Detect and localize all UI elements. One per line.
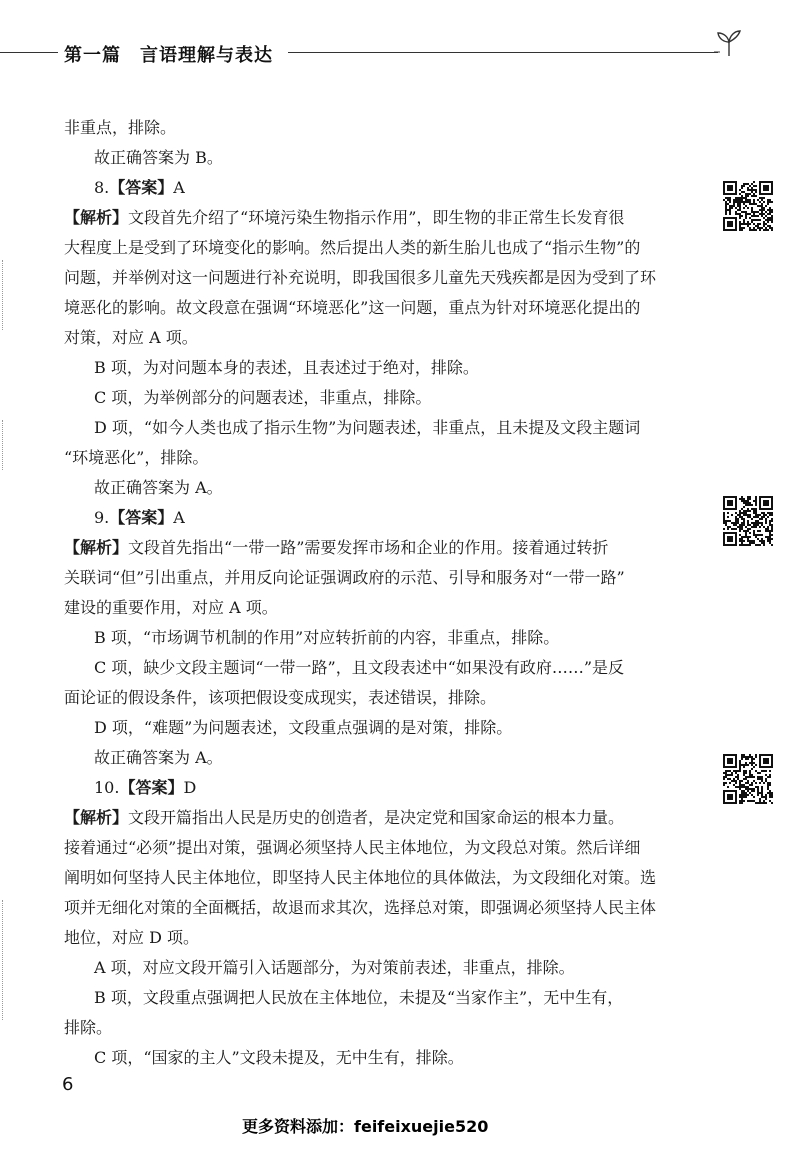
running-header [0, 0, 800, 70]
text-line: 故正确答案为 B。 [94, 148, 223, 167]
text-line: 地位，对应 D 项。 [64, 928, 200, 947]
option-line: C 项，“国家的主人”文段未提及，无中生有，排除。 [94, 1048, 464, 1067]
option-line: C 项，缺少文段主题词“一带一路”，且文段表述中“如果没有政府……”是反 [94, 658, 625, 677]
option-line: B 项，“市场调节机制的作用”对应转折前的内容，非重点，排除。 [94, 628, 560, 647]
sprout-icon [712, 28, 746, 58]
conclusion-line: 故正确答案为 A。 [94, 478, 223, 497]
option-line: B 项，文段重点强调把人民放在主体地位，未提及“当家作主”，无中生有， [94, 988, 624, 1007]
answer-heading: 9.【答案】A [94, 508, 185, 527]
text-line: 大程度上是受到了环境变化的影响。然后提出人类的新生胎儿也成了“指示生物”的 [64, 238, 641, 257]
text-line: 排除。 [64, 1018, 113, 1037]
option-line: C 项，为举例部分的问题表述，非重点，排除。 [94, 388, 432, 407]
text-line: 阐明如何坚持人民主体地位，即坚持人民主体地位的具体做法，为文段细化对策。选 [64, 868, 657, 887]
page-number: 6 [62, 1074, 74, 1095]
qr-code-icon[interactable] [723, 754, 773, 804]
qr-code-icon[interactable] [723, 496, 773, 546]
answer-heading: 10.【答案】D [94, 778, 197, 797]
text-line: 非重点，排除。 [64, 118, 177, 137]
scan-edge-marks [2, 420, 5, 470]
text-line: “环境恶化”，排除。 [64, 448, 209, 467]
scan-edge-marks [2, 900, 5, 1020]
text-line: 关联词“但”引出重点，并用反向论证强调政府的示范、引导和服务对“一带一路” [64, 568, 625, 587]
text-line: 问题，并举例对这一问题进行补充说明，即我国很多儿童先天残疾都是因为受到了环 [64, 268, 657, 287]
analysis-line: 【解析】文段开篇指出人民是历史的创造者，是决定党和国家命运的根本力量。 [64, 808, 625, 827]
text-line: 面论证的假设条件，该项把假设变成现实，表述错误，排除。 [64, 688, 497, 707]
option-line: A 项，对应文段开篇引入话题部分，为对策前表述，非重点，排除。 [94, 958, 575, 977]
option-line: D 项，“如今人类也成了指示生物”为问题表述，非重点，且未提及文段主题词 [94, 418, 641, 437]
scan-edge-marks [2, 260, 5, 330]
analysis-line: 【解析】文段首先指出“一带一路”需要发挥市场和企业的作用。接着通过转折 [64, 538, 609, 557]
conclusion-line: 故正确答案为 A。 [94, 748, 223, 767]
text-line: 接着通过“必须”提出对策，强调必须坚持人民主体地位，为文段总对策。然后详细 [64, 838, 641, 857]
option-line: B 项，为对问题本身的表述，且表述过于绝对，排除。 [94, 358, 479, 377]
body-text [64, 113, 674, 1073]
answer-heading: 8.【答案】A [94, 178, 185, 197]
text-line: 建设的重要作用，对应 A 项。 [64, 598, 278, 617]
footer-contact-note: 更多资料添加：feifeixuejie520 [242, 1117, 489, 1136]
chapter-title: 第一篇 言语理解与表达 [64, 45, 273, 66]
text-line: 项并无细化对策的全面概括，故退而求其次，选择总对策，即强调必须坚持人民主体 [64, 898, 657, 917]
option-line: D 项，“难题”为问题表述，文段重点强调的是对策，排除。 [94, 718, 513, 737]
qr-code-icon[interactable] [723, 181, 773, 231]
header-rule-left [0, 52, 58, 53]
text-line: 对策，对应 A 项。 [64, 328, 198, 347]
header-rule-right [288, 52, 718, 53]
text-line: 境恶化的影响。故文段意在强调“环境恶化”这一问题，重点为针对环境恶化提出的 [64, 298, 641, 317]
analysis-line: 【解析】文段首先介绍了“环境污染生物指示作用”，即生物的非正常生长发育很 [64, 208, 625, 227]
